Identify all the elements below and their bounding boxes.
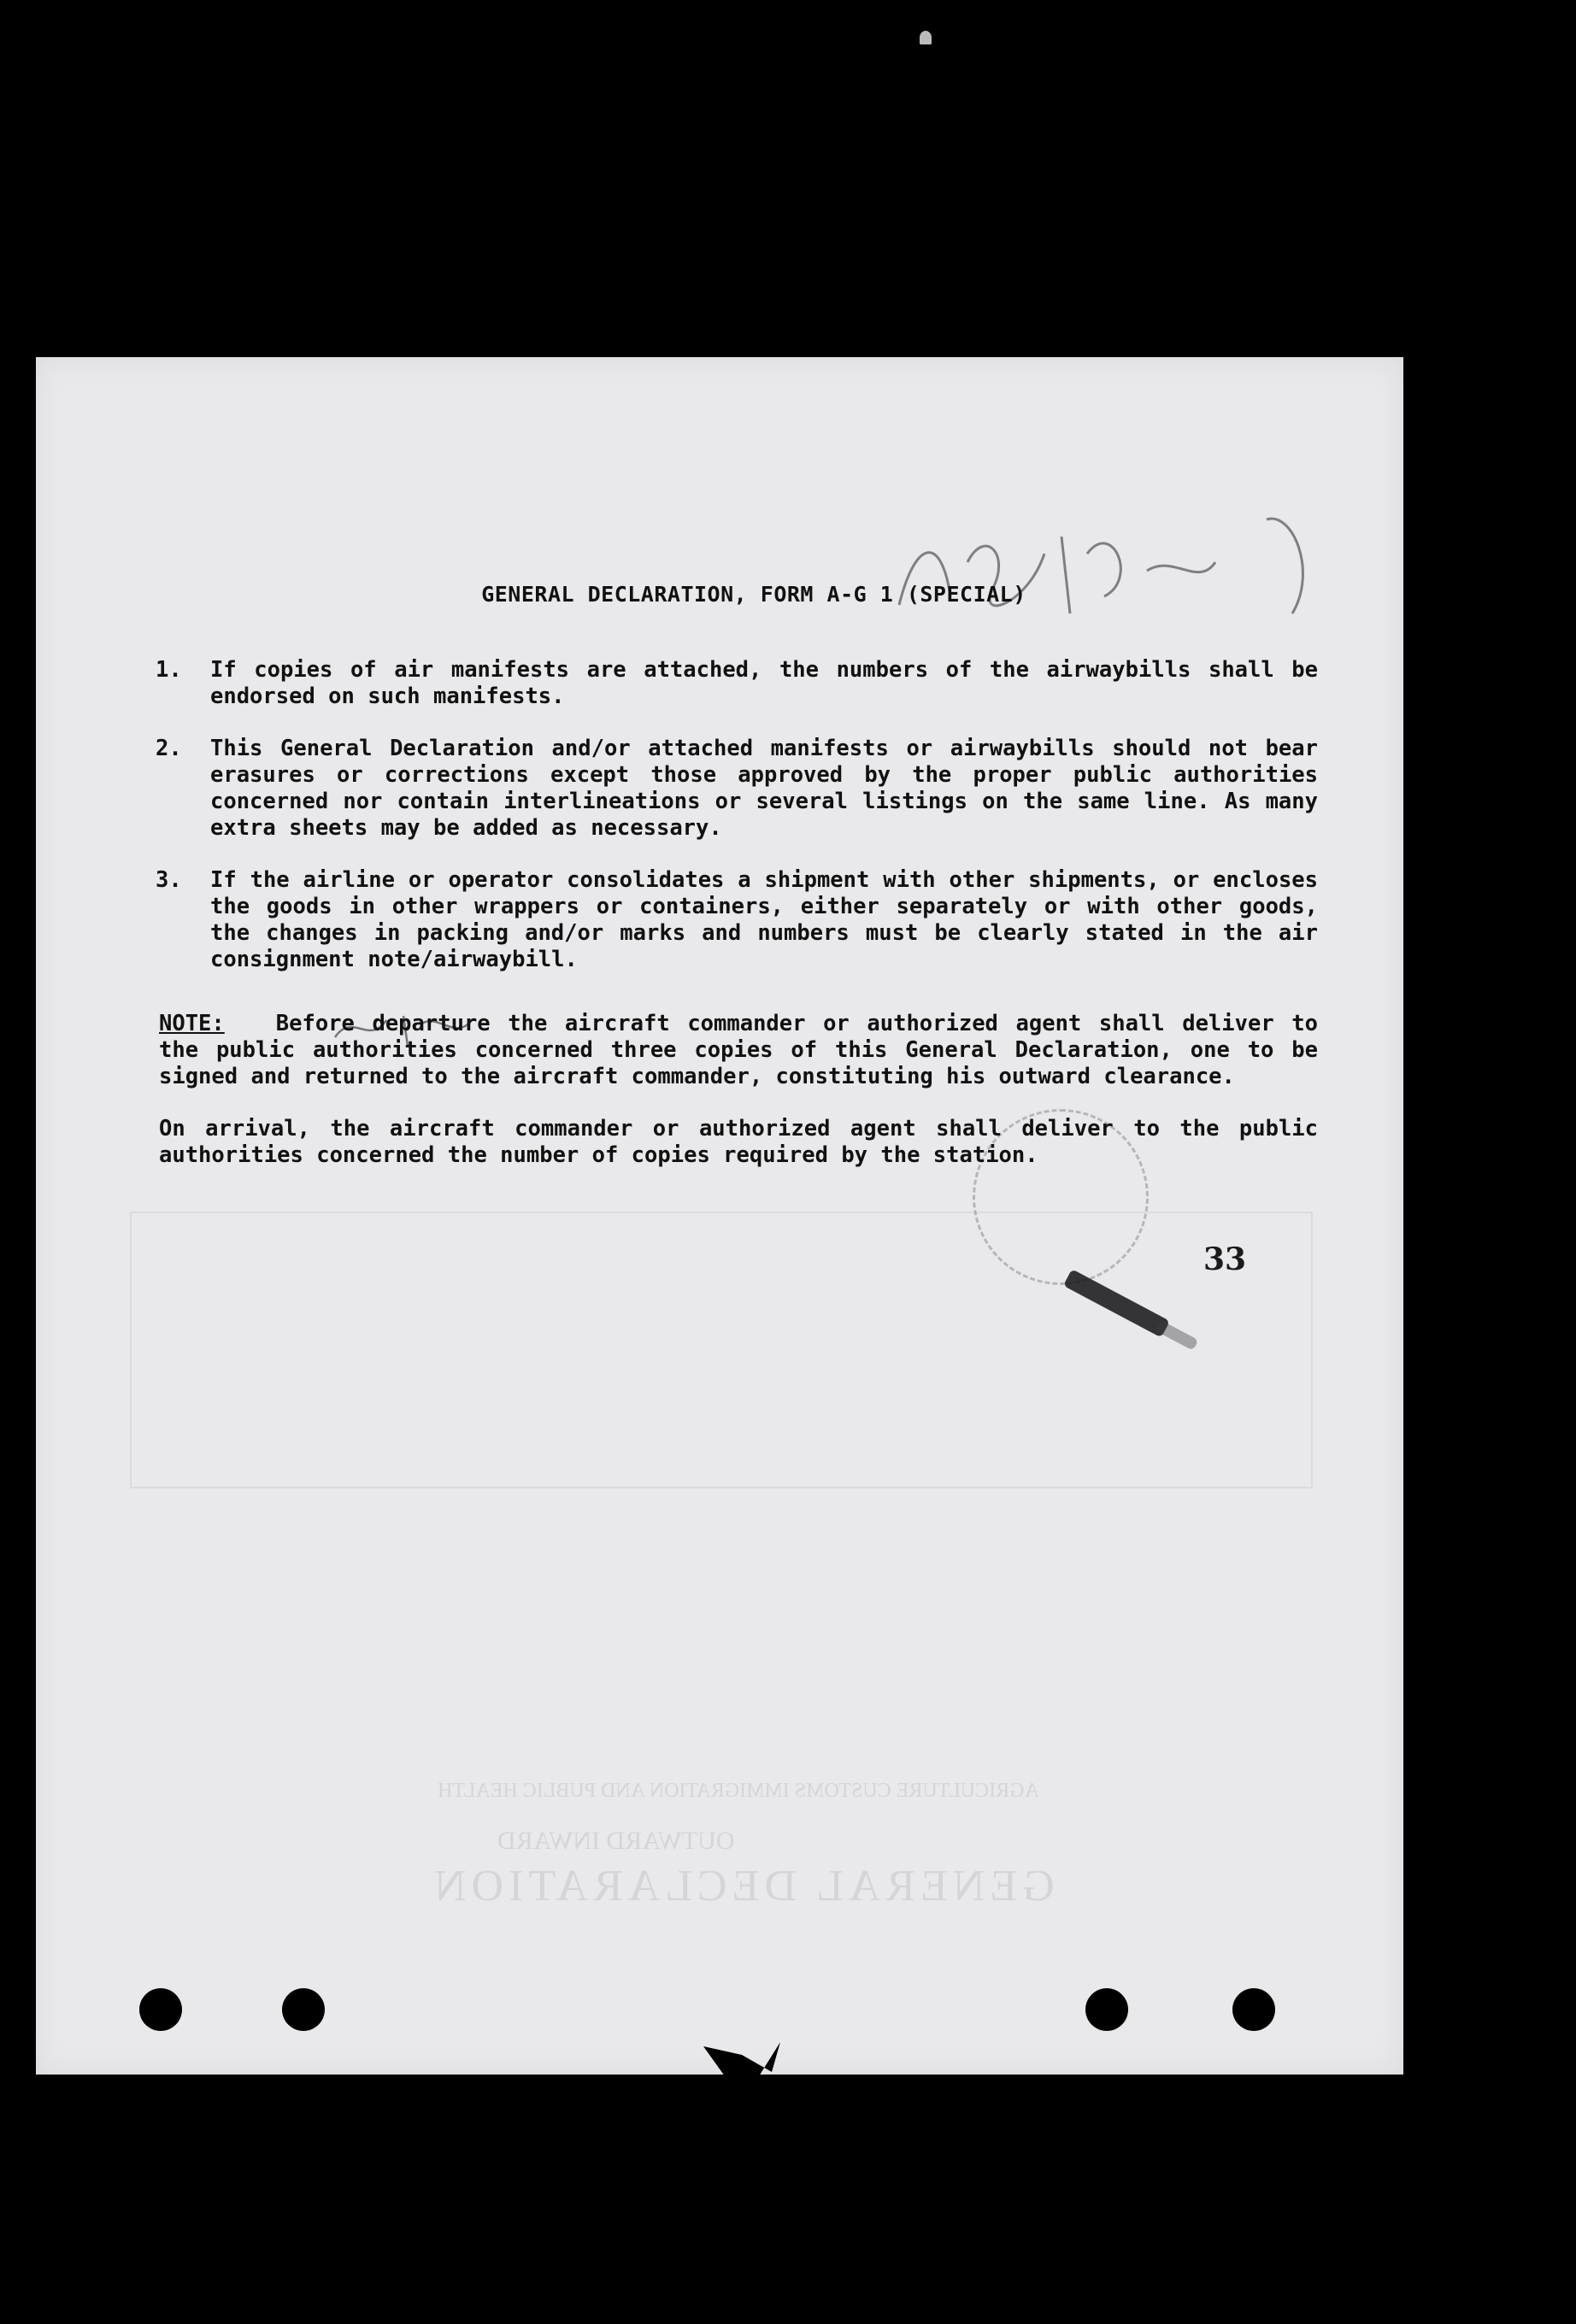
note-text: Before departure the aircraft commander or authorized agent shall deliver to the public authorities concerned three copies of this General Declaration, one to be signed and returned to the aircraft commander, constituting his outward clearance. bbox=[159, 1011, 1318, 1089]
punch-hole bbox=[282, 1988, 325, 2031]
item-text: This General Declaration and/or attached manifests or airwaybills should not bear erasures or corrections except those approved by the proper public authorities concerned nor contain interlineations or several listings on the same line. As many extra sheets may be added as necessary. bbox=[210, 736, 1318, 841]
arrival-paragraph: On arrival, the aircraft commander or authorized agent shall deliver to the public authorities concerned the number of copies required by the station. bbox=[159, 1116, 1318, 1168]
list-item bbox=[156, 867, 1318, 973]
page-title: GENERAL DECLARATION, FORM A-G 1 (SPECIAL) bbox=[481, 582, 1026, 607]
bleed-through-line: AGRICULTURE CUSTOMS IMMIGRATION AND PUBLIC HEALTH bbox=[438, 1780, 1039, 1802]
bleed-through-heading: GENERAL DECLARATION bbox=[429, 1862, 1055, 1910]
item-number: 1. bbox=[156, 657, 182, 683]
list-item bbox=[156, 657, 1318, 710]
punch-hole bbox=[1085, 1988, 1128, 2031]
item-text: If copies of air manifests are attached, the numbers of the airwaybills shall be endorsed on such manifests. bbox=[210, 657, 1318, 709]
declaration-content bbox=[156, 581, 1318, 1169]
punch-hole bbox=[1232, 1988, 1275, 2031]
document-page bbox=[36, 357, 1403, 2075]
item-number: 2. bbox=[156, 736, 182, 761]
item-text: If the airline or operator consolidates a shipment with other shipments, or encloses the goods in other wrappers or containers, either separately or with other goods, the changes in packing and/or marks and numbers must be clearly stated in the air consignment note/airwaybill. bbox=[210, 867, 1318, 972]
binder-clip-shadow bbox=[699, 2038, 785, 2080]
bleed-through-subheading: OUTWARD INWARD bbox=[497, 1827, 735, 1855]
scan-artifact-mark bbox=[920, 31, 932, 44]
stamp-number: 33 bbox=[1203, 1241, 1247, 1277]
bleed-through-table bbox=[130, 1212, 1313, 1488]
note-label: NOTE: bbox=[159, 1011, 225, 1036]
item-number: 3. bbox=[156, 867, 182, 893]
list-item bbox=[156, 736, 1318, 842]
punch-hole bbox=[139, 1988, 182, 2031]
note-paragraph bbox=[159, 1011, 1318, 1090]
